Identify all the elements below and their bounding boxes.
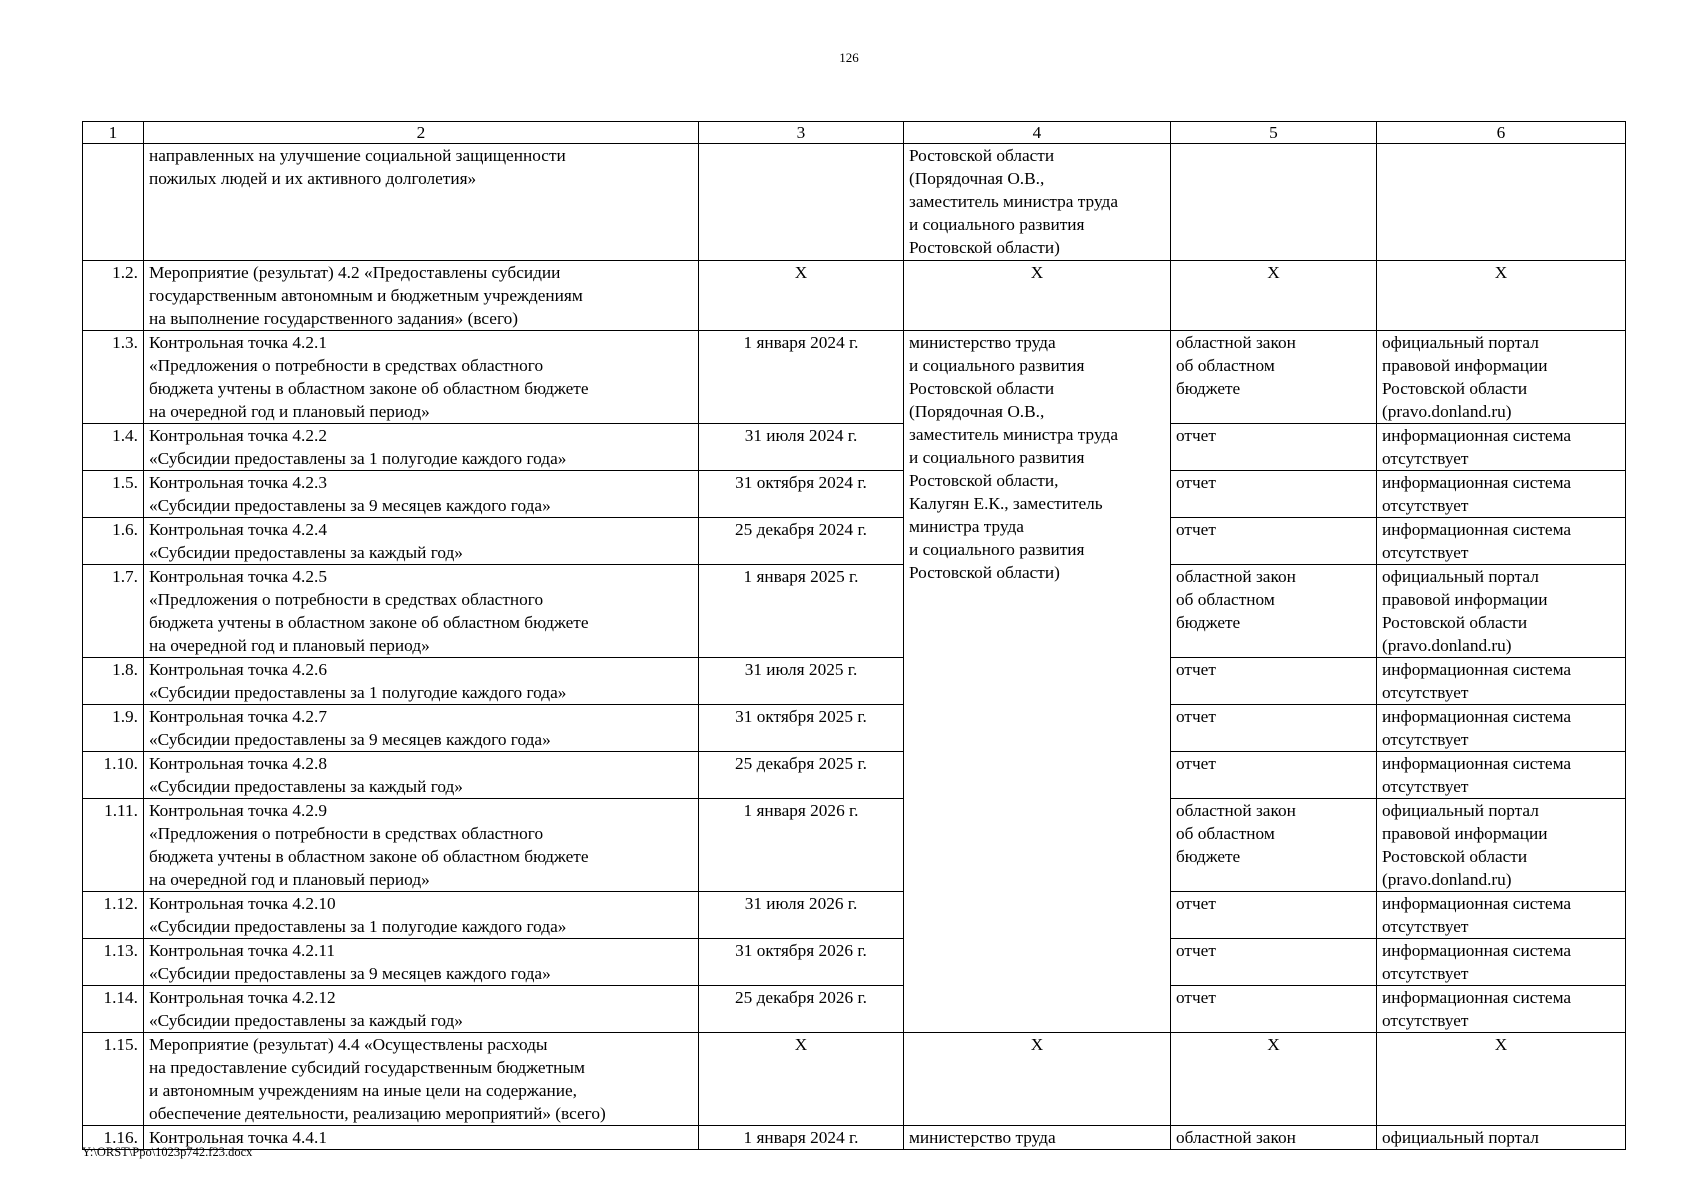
date-cell: 1 января 2024 г.	[699, 1126, 904, 1150]
row-number-cell: 1.6.	[83, 518, 144, 565]
date-cell: 1 января 2024 г.	[699, 331, 904, 424]
date-cell: 31 октября 2024 г.	[699, 471, 904, 518]
info-system-cell: X	[1377, 1033, 1626, 1126]
description-cell: Контрольная точка 4.2.11 «Субсидии предоставлены за 9 месяцев каждого года»	[144, 939, 699, 986]
document-cell: областной закон об областном бюджете	[1171, 331, 1377, 424]
row-number-cell: 1.16.	[83, 1126, 144, 1150]
description-cell: Контрольная точка 4.2.12 «Субсидии предоставлены за каждый год»	[144, 986, 699, 1033]
description-cell: Контрольная точка 4.4.1	[144, 1126, 699, 1150]
description-cell: Контрольная точка 4.2.6 «Субсидии предоставлены за 1 полугодие каждого года»	[144, 658, 699, 705]
row-number-cell: 1.14.	[83, 986, 144, 1033]
table-row	[83, 331, 1626, 424]
info-system-cell: официальный портал правовой информации Ростовской области (pravo.donland.ru)	[1377, 799, 1626, 892]
date-cell: 31 июля 2026 г.	[699, 892, 904, 939]
info-system-cell: официальный портал правовой информации Ростовской области (pravo.donland.ru)	[1377, 331, 1626, 424]
row-number-cell: 1.9.	[83, 705, 144, 752]
description-cell: Контрольная точка 4.2.5 «Предложения о потребности в средствах областного бюджета учтены в областном законе об областном бюджете на очередной год и плановый период»	[144, 565, 699, 658]
description-cell: Контрольная точка 4.2.3 «Субсидии предоставлены за 9 месяцев каждого года»	[144, 471, 699, 518]
document-cell: отчет	[1171, 939, 1377, 986]
file-path-footer: Y:\ORST\Ppo\1023p742.f23.docx	[82, 1145, 253, 1159]
responsible-cell: X	[904, 1033, 1171, 1126]
info-system-cell: официальный портал	[1377, 1126, 1626, 1150]
date-cell	[699, 144, 904, 261]
info-system-cell: информационная система отсутствует	[1377, 518, 1626, 565]
document-cell: областной закон об областном бюджете	[1171, 565, 1377, 658]
column-number: 4	[904, 122, 1171, 144]
column-number: 6	[1377, 122, 1626, 144]
date-cell: 31 октября 2025 г.	[699, 705, 904, 752]
date-cell: 1 января 2026 г.	[699, 799, 904, 892]
table-row	[83, 892, 1626, 939]
table-row	[83, 752, 1626, 799]
table-row	[83, 261, 1626, 331]
row-number-cell: 1.10.	[83, 752, 144, 799]
row-number-cell: 1.7.	[83, 565, 144, 658]
description-cell: Мероприятие (результат) 4.2 «Предоставлены субсидии государственным автономным и бюджетным учреждениям на выполнение государственного задания» (всего)	[144, 261, 699, 331]
table-row	[83, 799, 1626, 892]
document-cell: отчет	[1171, 705, 1377, 752]
info-system-cell: информационная система отсутствует	[1377, 471, 1626, 518]
row-number-cell: 1.3.	[83, 331, 144, 424]
description-cell: Контрольная точка 4.2.9 «Предложения о потребности в средствах областного бюджета учтены в областном законе об областном бюджете на очередной год и плановый период»	[144, 799, 699, 892]
table-row	[83, 471, 1626, 518]
column-number: 1	[83, 122, 144, 144]
date-cell: 31 октября 2026 г.	[699, 939, 904, 986]
table-row-continuation	[83, 144, 1626, 261]
document-cell: отчет	[1171, 658, 1377, 705]
description-cell: Контрольная точка 4.2.4 «Субсидии предоставлены за каждый год»	[144, 518, 699, 565]
table-row	[83, 565, 1626, 658]
responsible-cell: министерство труда	[904, 1126, 1171, 1150]
date-cell: 25 декабря 2024 г.	[699, 518, 904, 565]
page-number: 126	[839, 50, 859, 65]
column-number: 5	[1171, 122, 1377, 144]
table-row	[83, 705, 1626, 752]
row-number-cell: 1.8.	[83, 658, 144, 705]
description-cell: Контрольная точка 4.2.10 «Субсидии предоставлены за 1 полугодие каждого года»	[144, 892, 699, 939]
responsible-cell: X	[904, 261, 1171, 331]
column-number: 3	[699, 122, 904, 144]
info-system-cell: информационная система отсутствует	[1377, 705, 1626, 752]
row-number-cell: 1.4.	[83, 424, 144, 471]
table-row	[83, 518, 1626, 565]
row-number-cell: 1.5.	[83, 471, 144, 518]
row-number-cell: 1.2.	[83, 261, 144, 331]
info-system-cell	[1377, 144, 1626, 261]
table-row	[83, 939, 1626, 986]
date-cell: X	[699, 261, 904, 331]
row-number-cell: 1.13.	[83, 939, 144, 986]
document-cell: X	[1171, 261, 1377, 331]
document-cell: областной закон	[1171, 1126, 1377, 1150]
document-cell: областной закон об областном бюджете	[1171, 799, 1377, 892]
description-cell: Контрольная точка 4.2.8 «Субсидии предоставлены за каждый год»	[144, 752, 699, 799]
row-number-cell: 1.11.	[83, 799, 144, 892]
info-system-cell: информационная система отсутствует	[1377, 892, 1626, 939]
document-cell: X	[1171, 1033, 1377, 1126]
date-cell: 25 декабря 2026 г.	[699, 986, 904, 1033]
info-system-cell: информационная система отсутствует	[1377, 424, 1626, 471]
info-system-cell: X	[1377, 261, 1626, 331]
date-cell: 1 января 2025 г.	[699, 565, 904, 658]
info-system-cell: информационная система отсутствует	[1377, 752, 1626, 799]
row-number-cell: 1.15.	[83, 1033, 144, 1126]
table-row	[83, 986, 1626, 1033]
date-cell: X	[699, 1033, 904, 1126]
info-system-cell: информационная система отсутствует	[1377, 939, 1626, 986]
row-number-cell	[83, 144, 144, 261]
description-cell: Контрольная точка 4.2.2 «Субсидии предоставлены за 1 полугодие каждого года»	[144, 424, 699, 471]
description-cell: Контрольная точка 4.2.1 «Предложения о потребности в средствах областного бюджета учтены в областном законе об областном бюджете на очередной год и плановый период»	[144, 331, 699, 424]
document-cell: отчет	[1171, 892, 1377, 939]
responsible-cell: министерство труда и социального развития Ростовской области (Порядочная О.В., заместитель министра труда и социального развития Ростовской области, Калугян Е.К., заместитель министра труда и социального развития Ростовской области)	[904, 331, 1171, 1033]
date-cell: 31 июля 2025 г.	[699, 658, 904, 705]
document-cell: отчет	[1171, 471, 1377, 518]
document-cell	[1171, 144, 1377, 261]
date-cell: 31 июля 2024 г.	[699, 424, 904, 471]
description-cell: направленных на улучшение социальной защищенности пожилых людей и их активного долголетия»	[144, 144, 699, 261]
date-cell: 25 декабря 2025 г.	[699, 752, 904, 799]
info-system-cell: информационная система отсутствует	[1377, 658, 1626, 705]
row-number-cell: 1.12.	[83, 892, 144, 939]
table-row	[83, 658, 1626, 705]
description-cell: Контрольная точка 4.2.7 «Субсидии предоставлены за 9 месяцев каждого года»	[144, 705, 699, 752]
document-cell: отчет	[1171, 752, 1377, 799]
document-cell: отчет	[1171, 986, 1377, 1033]
plan-table	[82, 121, 1626, 1150]
table-row	[83, 424, 1626, 471]
column-number-row	[83, 122, 1626, 144]
table-row	[83, 1126, 1626, 1150]
table-row	[83, 1033, 1626, 1126]
document-cell: отчет	[1171, 424, 1377, 471]
info-system-cell: официальный портал правовой информации Ростовской области (pravo.donland.ru)	[1377, 565, 1626, 658]
info-system-cell: информационная система отсутствует	[1377, 986, 1626, 1033]
column-number: 2	[144, 122, 699, 144]
document-cell: отчет	[1171, 518, 1377, 565]
responsible-cell: Ростовской области (Порядочная О.В., заместитель министра труда и социального развития Ростовской области)	[904, 144, 1171, 261]
description-cell: Мероприятие (результат) 4.4 «Осуществлены расходы на предоставление субсидий государственным бюджетным и автономным учреждениям на иные цели на содержание, обеспечение деятельности, реализацию мероприятий» (всего)	[144, 1033, 699, 1126]
